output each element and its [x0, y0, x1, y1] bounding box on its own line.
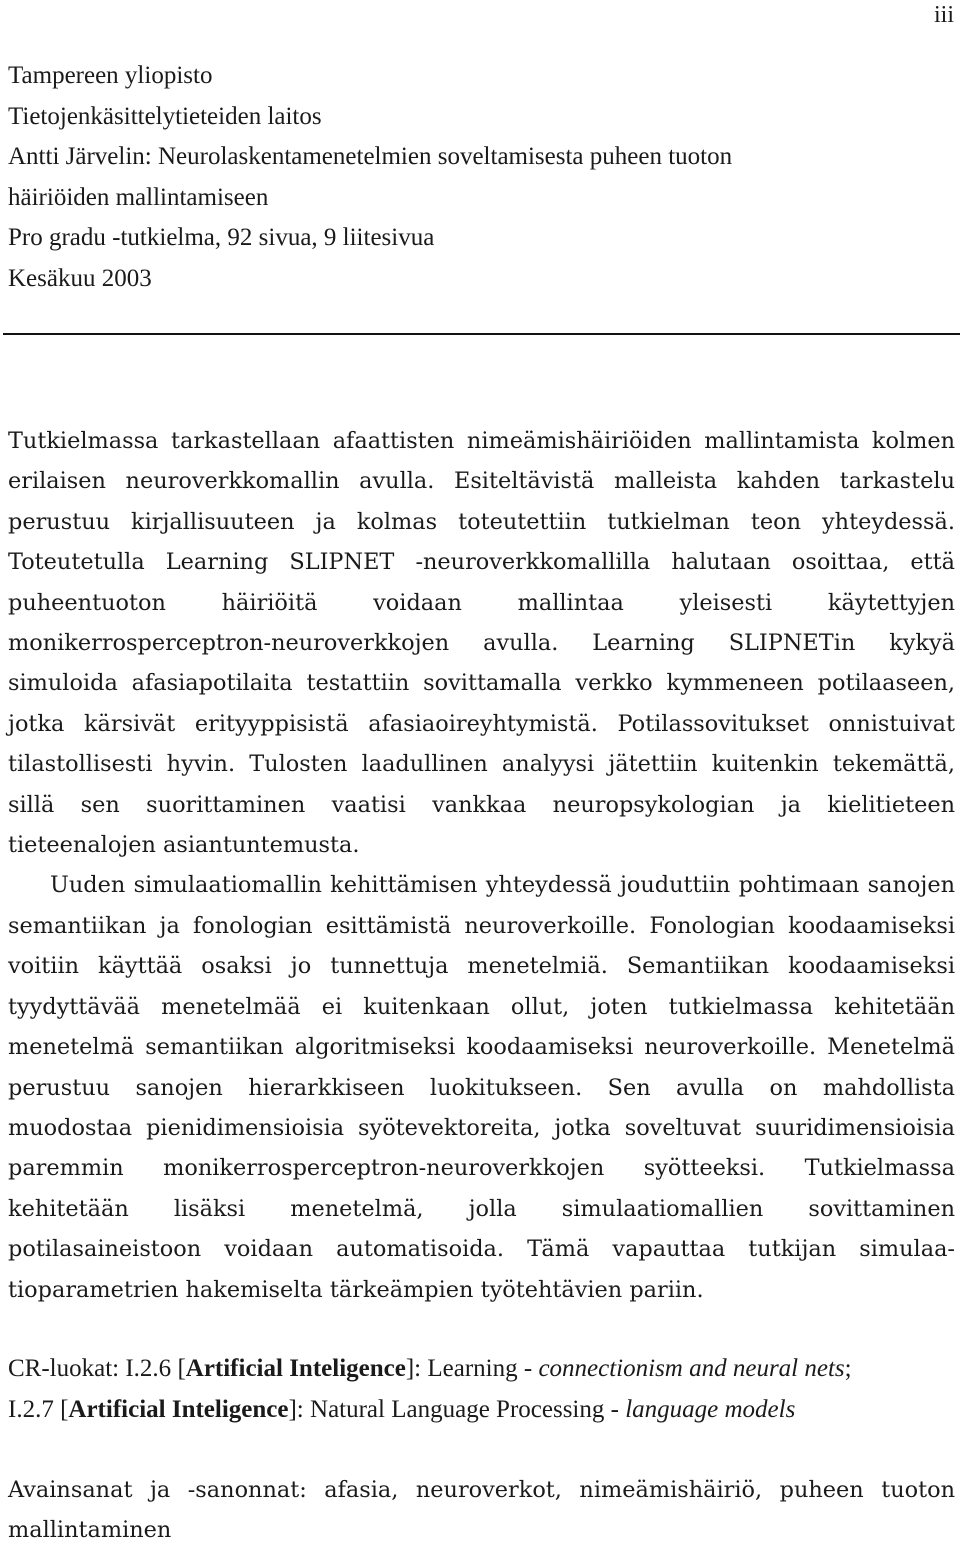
horizontal-divider: [3, 333, 960, 335]
cr-topic-1: Learning: [427, 1355, 518, 1382]
abstract-paragraph-1: Tutkielmassa tarkastellaan afaattisten nimeämishäiriöiden mallintamista kolmen erilaisen neuroverkkomallin avulla. Esiteltävistä malleista kahden tarkastelu perustuu kirjallisuuteen ja kolmas toteutettiin tutkielman teon yhteydessä. Toteutetulla Learning SLIPNET -neuroverkkomallilla halutaan osoittaa, että puheentuoton häiriöitä voidaan mallintaa yleisesti käytettyjen monikerrosperceptron-neuroverkkojen avulla. Learning SLIPNETin kykyä simuloida afasiapotilaita testattiin sovittamalla verkko kymmeneen potilaaseen, jotka kärsivät erityyppisistä afasiaoireyhtymistä. Potilassovitukset onnistuivat tilastollisesti hyvin. Tulosten laadullinen analyysi jätettiin kuitenkin tekemättä, sillä sen suorittaminen vaatisi vankkaa neuropsykologian ja kielitieteen tieteenalojen asiantuntemusta.: [8, 428, 955, 859]
thesis-header: [8, 56, 948, 299]
cr-category-1: Artificial Inteligence: [185, 1355, 406, 1382]
abstract-paragraph-2: Uuden simulaatiomallin kehittämisen yhteydessä jouduttiin pohtimaan sanojen semantiikan ja fonologian esittämistä neuroverkoille. Fonologian koodaamiseksi voitiin käyttää osaksi jo tunnettuja menetelmiä. Semantiikan koodaamiseksi tyydyttävää menetelmää ei kuitenkaan ollut, joten tutkielmassa kehitetään menetelmä semantiikan algoritmiseksi koodaamiseksi neuroverkoille. Menetelmä perustuu sanojen hierarkkiseen luokitukseen. Sen avulla on mahdollista muodostaa pienidimensioisia syötevektoreita, jotka soveltuvat suuridimensioisia paremmin monikerrosperceptron-neuroverkkojen syötteeksi. Tutkielmassa kehitetään lisäksi menetelmä, jolla simulaatiomallien sovittaminen potilasaineistoon voidaan automatisoida. Tämä vapauttaa tutkijan simulaatioparametrien hakemiselta tärkeämpien työtehtävien pariin.: [8, 872, 955, 1303]
page-number: iii: [933, 2, 954, 28]
thesis-date: Kesäkuu 2003: [8, 264, 152, 292]
cr-subtopic-1: connectionism and neural nets: [538, 1355, 845, 1382]
cr-code-1: I.2.6: [125, 1355, 172, 1382]
cr-label: CR-luokat:: [8, 1355, 120, 1382]
cr-topic-2: Natural Language Processing: [310, 1395, 605, 1423]
author-title-line1: Antti Järvelin: Neurolaskentamenetelmien soveltamisesta puheen tuoton: [8, 143, 733, 170]
cr-code-2: I.2.7: [8, 1395, 54, 1423]
university-name: Tampereen yliopisto: [8, 62, 213, 89]
thesis-info: Pro gradu -tutkielma, 92 sivua, 9 liitesivua: [8, 224, 435, 251]
cr-category-2: Artificial Inteligence: [68, 1395, 289, 1423]
keywords: Avainsanat ja -sanonnat: afasia, neuroverkot, nimeämishäiriö, puheen tuoton mallintaminen: [8, 1477, 955, 1544]
cr-line-1: CR-luokat: I.2.6 [Artificial Inteligence]: Learning - connectionism and neural nets;: [8, 1355, 852, 1382]
cr-classes: [8, 1349, 958, 1430]
author-title-line2: häiriöiden mallintamiseen: [8, 183, 269, 211]
abstract: [8, 421, 955, 1310]
cr-subtopic-2: language models: [625, 1395, 796, 1423]
department-name: Tietojenkäsittelytieteiden laitos: [8, 102, 322, 130]
cr-line-2: I.2.7 [Artificial Inteligence]: Natural Language Processing - language models: [8, 1395, 796, 1423]
